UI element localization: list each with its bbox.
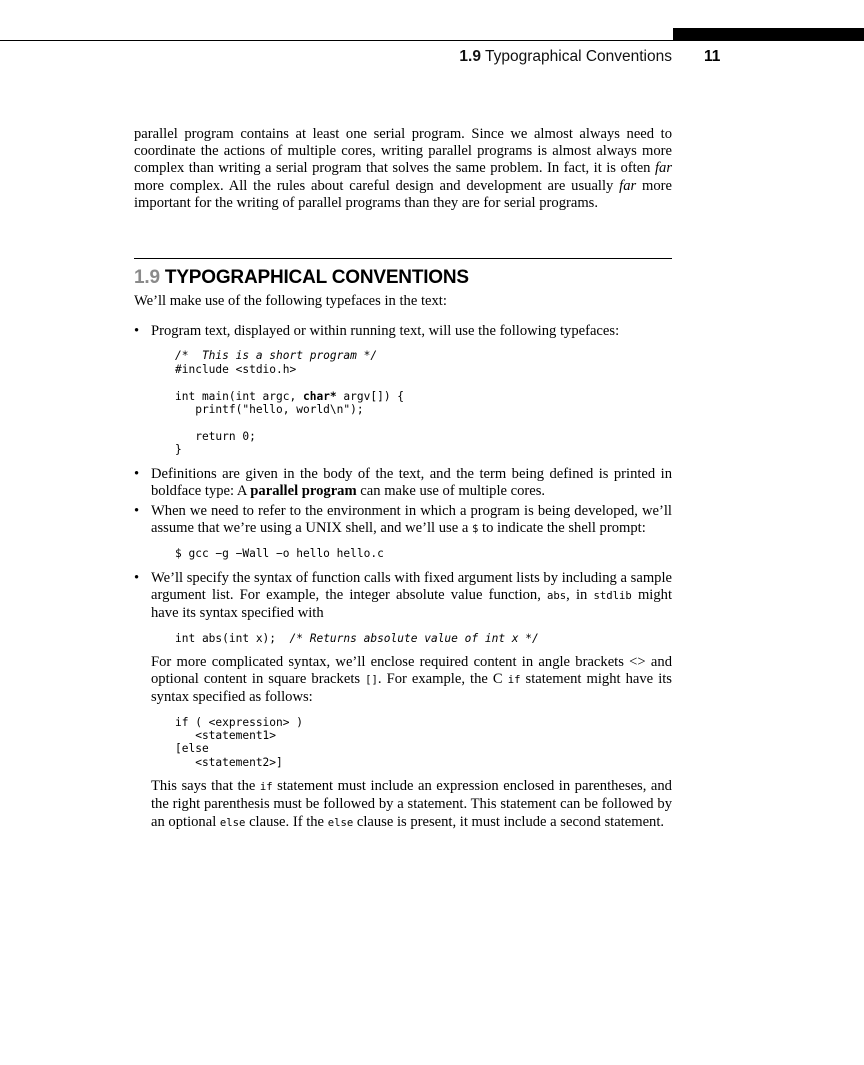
- intro-text-2: more complex. All the rules about careful design and development are usually: [134, 177, 620, 194]
- bullet-shell: [151, 503, 672, 538]
- intro-emphasis-1: far: [654, 160, 672, 177]
- inline-code-brackets: []: [365, 674, 378, 687]
- page-body: [134, 126, 672, 832]
- inline-code-abs: abs: [547, 590, 567, 603]
- code-abs: int abs(int x);: [175, 631, 290, 645]
- running-head: [360, 48, 672, 66]
- section-number: 1.9: [134, 267, 160, 289]
- section-rule: [134, 258, 672, 259]
- intro-emphasis-2: far: [619, 177, 637, 194]
- code-shell-command: $ gcc −g −Wall −o hello hello.c: [175, 547, 384, 561]
- section-lead: We’ll make use of the following typefaces in the text:: [134, 293, 447, 310]
- intro-text-3: more important for the writing of parallel programs than they are for serial programs.: [134, 177, 673, 211]
- shell-text-1: When we need to refer to the environment in which a program is being developed, we’ll assume that we’re using a UNIX shell, and we’ll use a: [151, 503, 672, 537]
- code-if-line: <statement2>]: [175, 755, 283, 769]
- code-return: return 0;: [175, 429, 256, 443]
- code-main-c: argv[]) {: [336, 389, 405, 403]
- conventions-list: [134, 323, 672, 832]
- intro-text-1: parallel program contains at least one serial program. Since we almost always need to coordinate the actions of multiple cores, writing parallel programs is almost always more complex than writing a serial program that solves the same problem. In fact, it is often: [134, 126, 672, 177]
- inline-code-else: else: [327, 816, 354, 829]
- inline-code-else: else: [219, 816, 246, 829]
- code-printf: printf("hello, world\n");: [175, 403, 364, 417]
- bullet-program-text: • Program text, displayed or within running text, will use the following typefaces:: [151, 323, 620, 340]
- syntax-p3-text-2: statement must include an expression enclosed in parentheses, and the right parenthesis must be followed by a statement. This statement can be followed by an optional: [151, 778, 672, 830]
- shell-prompt-symbol: $: [471, 523, 479, 536]
- list-item: [134, 323, 672, 456]
- running-head-title: Typographical Conventions: [485, 48, 672, 65]
- inline-code-stdlib: stdlib: [593, 590, 632, 603]
- syntax-p2-text-3: statement might have its syntax specified as follows:: [151, 671, 672, 706]
- inline-code-if: if: [507, 674, 521, 687]
- bullet-definitions: [151, 466, 672, 500]
- syntax-p2-text-2: . For example, the C: [377, 671, 508, 688]
- code-if-line: <statement1>: [175, 728, 277, 742]
- syntax-text-1: We’ll specify the syntax of function calls with fixed argument lists by including a sample argument list. For example, the integer absolute value function,: [151, 569, 672, 604]
- code-comment: /* This is a short program */: [175, 349, 378, 363]
- definitions-bold-term: parallel program: [250, 482, 357, 499]
- section-heading: [134, 267, 672, 289]
- code-main-type: char*: [302, 389, 337, 403]
- bullet-syntax: [151, 570, 672, 623]
- intro-paragraph: [134, 126, 672, 212]
- header-rule: [0, 40, 864, 41]
- code-include: #include <stdio.h>: [175, 362, 297, 376]
- code-main-a: int main(int argc,: [175, 389, 303, 403]
- list-item: [134, 503, 672, 561]
- shell-text-2: to indicate the shell prompt:: [478, 520, 646, 537]
- syntax-paragraph-3: [151, 778, 672, 832]
- syntax-p3-text-4: clause is present, it must include a second statement.: [353, 813, 665, 830]
- code-if-line: if ( <expression> ): [175, 715, 303, 729]
- syntax-p3-text-3: clause. If the: [245, 813, 328, 830]
- code-close: }: [175, 443, 182, 457]
- syntax-text-3: might have its syntax specified with: [151, 587, 672, 622]
- inline-code-if: if: [259, 781, 273, 794]
- page-number: 11: [704, 48, 721, 65]
- list-item: [134, 466, 672, 500]
- list-item: [134, 570, 672, 832]
- code-abs-comment: /* Returns absolute value of int x */: [289, 631, 539, 645]
- definitions-text-1: Definitions are given in the body of the text, and the term being defined is printed in boldface type: A: [151, 465, 672, 499]
- code-if-line: [else: [175, 742, 209, 756]
- code-abs-signature: [175, 632, 672, 645]
- running-head-section-number: 1.9: [459, 48, 481, 65]
- definitions-text-2: can make use of multiple cores.: [356, 482, 546, 499]
- code-sample-hello: [175, 349, 672, 456]
- syntax-p3-text-1: This says that the: [151, 778, 260, 795]
- section-title: TYPOGRAPHICAL CONVENTIONS: [164, 267, 469, 289]
- syntax-paragraph-2: [151, 654, 672, 707]
- syntax-text-2: , in: [566, 587, 594, 604]
- syntax-p2-text-1: For more complicated syntax, we’ll enclose required content in angle brackets <> and optional content in square brackets: [151, 653, 672, 688]
- code-if-syntax: [175, 716, 672, 770]
